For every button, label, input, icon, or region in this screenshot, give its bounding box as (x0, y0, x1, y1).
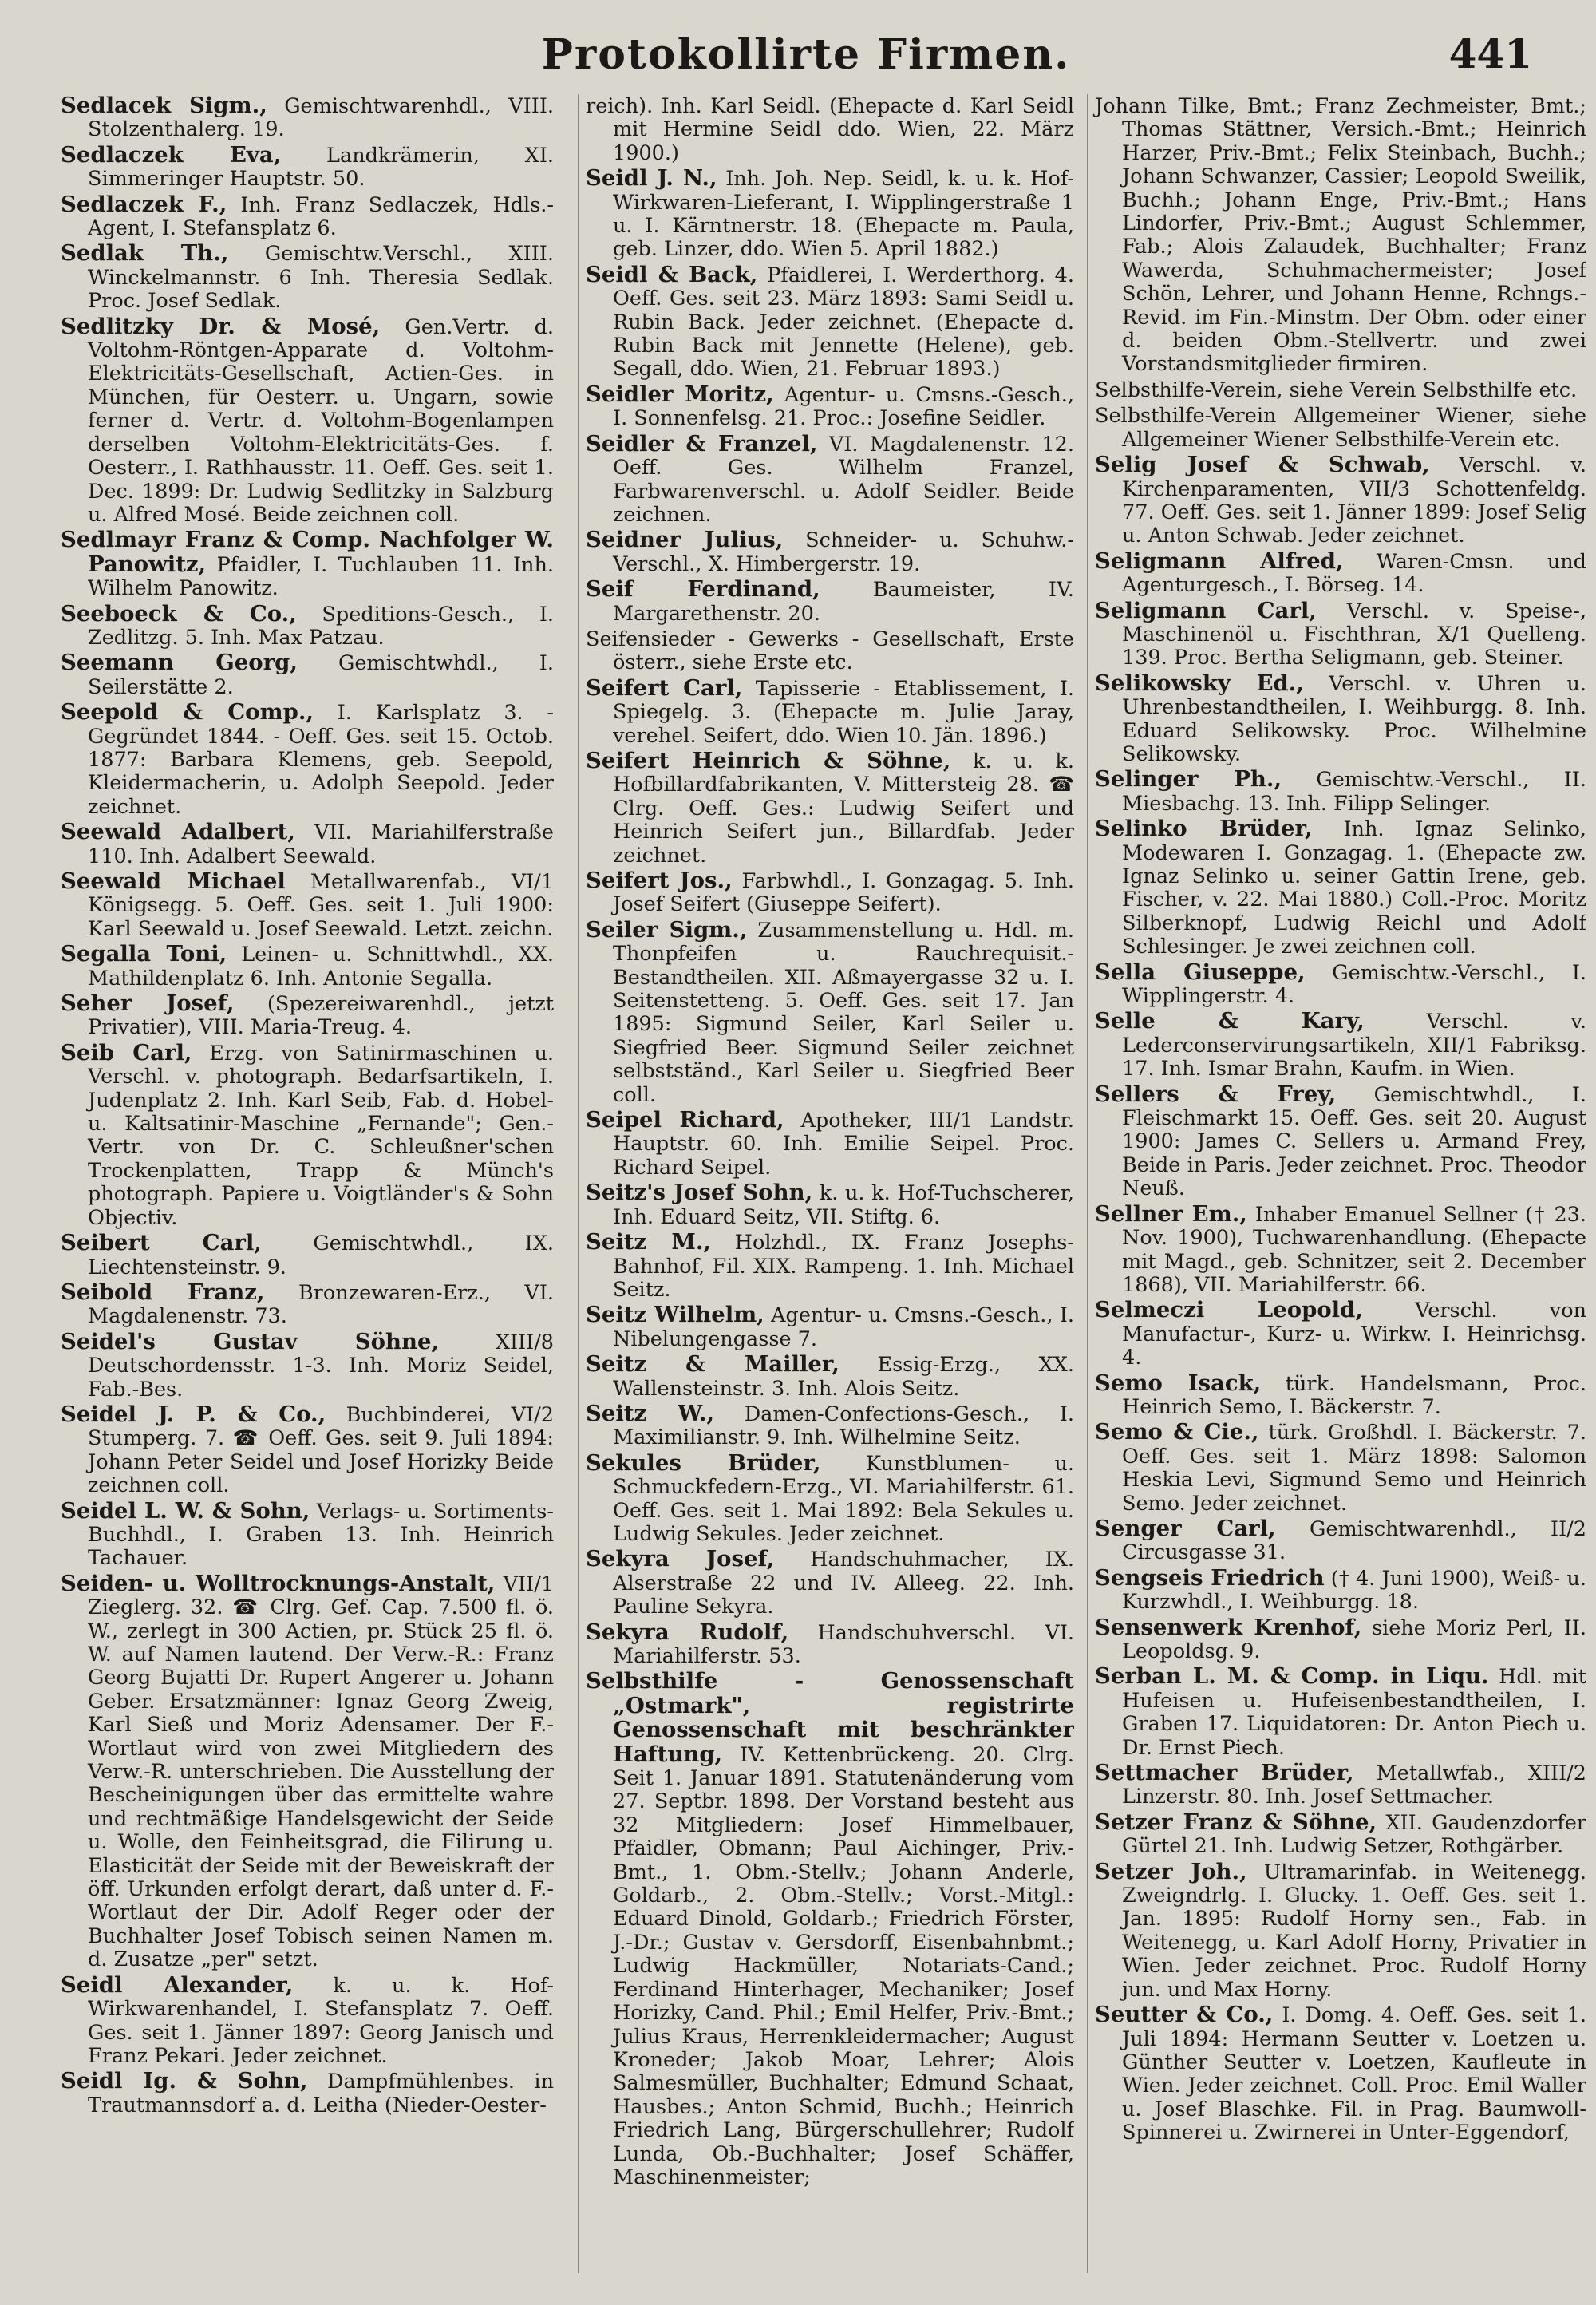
directory-entry (586, 1548, 1074, 1619)
directory-entry (61, 701, 554, 819)
directory-entry (1095, 1083, 1586, 1201)
directory-entry (586, 674, 1074, 748)
firm-name: Sella Giuseppe, (1095, 959, 1306, 985)
firm-details: Verschl. v. Lederconservirungsartikeln, XII/1 Fabriksg. 17. Inh. Ismar Brahn, Kaufm. in Wien. (1122, 1010, 1586, 1081)
firm-name: Seif Ferdinand, (586, 576, 820, 603)
firm-details: Gemischtw.-Verschl., I. Wipplingerstr. 4. (1122, 960, 1586, 1009)
directory-entry (586, 1109, 1074, 1180)
firm-details: Speditions-Gesch., I. Zedlitzg. 5. Inh. Max Patzau. (88, 602, 554, 650)
firm-name: Seitz's Josef Sohn, (586, 1180, 813, 1206)
firm-name: Sekyra Rudolf, (586, 1619, 789, 1645)
firm-name: Seiden- u. Wolltrocknungs-Anstalt, (61, 1570, 496, 1596)
firm-details: Verschl. v. Kirchenparamenten, VII/3 Schottenfeldg. 77. Oeff. Ges. seit 1. Jänner 1899: Josef Selig u. Anton Schwab. Jeder zeichnet. (1122, 453, 1586, 548)
firm-name: Seidler & Franzel, (586, 430, 818, 457)
firm-details: XIII/8 Deutschordensstr. 1-3. Inh. Moriz Seidel, Fab.-Bes. (88, 1330, 554, 1402)
firm-name: Seligmann Alfred, (1095, 548, 1344, 574)
directory-entry (1095, 1200, 1586, 1298)
firm-details: Gen.Vertr. d. Voltohm-Röntgen-Apparate d. Voltohm-Elektricitäts-Gesellschaft, Actien-Ges. in München, für Oesterr. u. Ungarn, sowie ferner d. Vertr. d. Voltohm-Bogenlampen derselben Voltohm-Elektricitäts-Ges. f. Oesterr., I. Rathhausstr. 11. Oeff. Ges. seit 1. Dec. 1899: Dr. Ludwig Sedlitzky in Salzburg u. Alfred Mosé. Beide zeichnen coll. (88, 314, 554, 527)
directory-entry (586, 430, 1074, 528)
column-middle (578, 94, 1074, 2273)
directory-entry (586, 94, 1074, 165)
firm-name: Seidl J. N., (586, 165, 717, 192)
firm-name: Sekules Brüder, (586, 1449, 821, 1476)
firm-name: Seidel J. P. & Co., (61, 1401, 326, 1427)
firm-name: Semo Isack, (1095, 1370, 1262, 1396)
directory-entry (61, 1572, 554, 1972)
directory-entry (1095, 453, 1586, 548)
firm-name: Sedlmayr Franz & Comp. Nachfolger W. Panowitz, (61, 527, 554, 577)
directory-entry (586, 1181, 1074, 1229)
firm-name: Selbsthilfe - Genossenschaft „Ostmark", registrirte Genossenschaft mit beschränkter Haftung, (586, 1668, 1074, 1767)
firm-name: Seitz M., (586, 1229, 711, 1255)
directory-entry (61, 1971, 554, 2069)
firm-name: Seligmann Carl, (1095, 597, 1317, 623)
firm-details: IV. Kettenbrückeng. 20. Clrg. Seit 1. Januar 1891. Statutenänderung vom 27. Septbr. 1898. Der Vorstand besteht aus 32 Mitgliedern: Josef Himmelbauer, Pfaidler, Obmann; Paul Aichinger, Priv.-Bmt., 1. Obm.-Stellv.; Johann Anderle, Goldarb., 2. Obm.-Stellv.; Vorst.-Mitgl.: Eduard Dinold, Goldarb.; Friedrich Förster, J.-Dr.; Gustav v. Gersdorff, Eisenbahnbmt.; Ludwig Hackmüller, Notariats-Cand.; Ferdinand Hinterhager, Mechaniker; Josef Horizky, Cand. Phil.; Emil Helfer, Priv.-Bmt.; Julius Kraus, Herrenkleidermacher; August Kroneder; Jakob Moar, Lehrer; Alois Salmesmüller, Buchhalter; Edmund Schaat, Hausbes.; Anton Schmid, Buchh.; Heinrich Friedrich Lang, Bürgerschullehrer; Rudolf Lunda, Ob.-Buchhalter; Josef Schäffer, Maschinenmeister; (613, 1742, 1074, 2189)
firm-name: Seibold Franz, (61, 1279, 265, 1305)
firm-details: Gemischtwarenhdl., VIII. Stolzenthalerg. 19. (88, 94, 554, 142)
directory-entry (586, 383, 1074, 431)
directory-entry (61, 2070, 554, 2117)
directory-entry (1095, 1616, 1586, 1664)
firm-name: Seemann Georg, (61, 650, 298, 676)
firm-details: Kunstblumen- u. Schmuckfedern-Erzg., VI. Mariahilferstr. 61. Oeff. Ges. seit 1. Mai 1892: Bela Sekules u. Ludwig Sekules. Jeder zeichnet. (613, 1451, 1074, 1546)
directory-entry (61, 820, 554, 868)
firm-name: Sensenwerk Krenhof, (1095, 1614, 1362, 1640)
firm-details: Dampfmühlenbes. in Trautmannsdorf a. d. Leitha (Nieder-Oester- (88, 2070, 554, 2117)
firm-name: Seidner Julius, (586, 527, 784, 553)
directory-entry (586, 627, 1074, 675)
directory-entry (61, 242, 554, 313)
firm-details: Hdl. mit Hufeisen u. Hufeisenbestandtheilen, I. Graben 17. Liquidatoren: Dr. Anton Piech u. Dr. Ernst Piech. (1122, 1665, 1586, 1760)
firm-name: Seitz W., (586, 1400, 715, 1426)
page-title: Protokollirte Firmen. (541, 30, 1071, 79)
firm-details: († 4. Juni 1900), Weiß- u. Kurzwhdl., I. Weihburgg. 18. (1122, 1566, 1586, 1615)
directory-entry (586, 528, 1074, 576)
firm-details: k. u. k. Hofbillardfabrikanten, V. Mittersteig 28. ☎ Clrg. Oeff. Ges.: Ludwig Seifert und Heinrich Seifert jun., Billardfab. Jeder zeichnet. (613, 749, 1074, 868)
firm-details: reich). Inh. Karl Seidl. (Ehepacte d. Karl Seidl mit Hermine Seidl ddo. Wien, 22. März 1900.) (586, 94, 1074, 165)
firm-details: Ultramarinfab. in Weitenegg. Zweigndrlg. I. Glucky. 1. Oeff. Ges. seit 1. Jan. 1895: Rudolf Horny sen., Fab. in Weitenegg, u. Karl Adolf Horny, Privatier in Wien. Jeder zeichnet. Proc. Rudolf Horny jun. und Max Horny. (1122, 1860, 1586, 2002)
firm-details: türk. Handelsmann, Proc. Heinrich Semo, I. Bäckerstr. 7. (1122, 1371, 1586, 1419)
firm-name: Settmacher Brüder, (1095, 1760, 1354, 1786)
directory-entry (1095, 1811, 1586, 1859)
directory-entry (586, 1303, 1074, 1351)
firm-name: Seewald Adalbert, (61, 819, 295, 845)
firm-details: VII/1 Zieglerg. 32. ☎ Clrg. Gef. Cap. 7.500 fl. ö. W., zerlegt in 300 Actien, pr. Stück 25 fl. ö. W. auf Namen lautend. Der Verw.-R.: Franz Georg Bujatti Dr. Rupert Angerer u. Johann Geber. Ersatzmänner: Ignaz Georg Zweig, Karl Sieß und Moriz Adensamer. Der F.-Wortlaut wird von zwei Mitgliedern des Verw.-R. unterschrieben. Die Ausstellung der Bescheinigungen über das ermittelte wahre und rechtmäßige Handelsgewicht der Seide u. Wolle, den Feinheitsgrad, die Filirung u. Elasticität der Seide mit der Beweiskraft der öff. Urkunden erfolgt derart, daß unter d. F.-Wortlaut der Dir. Adolf Reger oder der Buchhalter Josef Tobisch seinen Namen m. d. Zusatze „per" setzt. (88, 1572, 554, 1972)
directory-entry (61, 528, 554, 600)
firm-name: Selmeczi Leopold, (1095, 1297, 1363, 1323)
firm-name: Setzer Franz & Söhne, (1095, 1809, 1377, 1835)
firm-details: Selbsthilfe-Verein, siehe Verein Selbsthilfe etc. (1095, 378, 1578, 402)
firm-name: Seifert Jos., (586, 868, 733, 893)
firm-details: Gemischtwhdl., IX. Liechtensteinstr. 9. (88, 1232, 554, 1279)
directory-entry (586, 916, 1074, 1107)
firm-details: Leinen- u. Schnittwhdl., XX. Mathildenplatz 6. Inh. Antonie Segalla. (88, 943, 554, 990)
firm-details: Gemischtwarenhdl., II/2 Circusgasse 31. (1122, 1516, 1586, 1565)
directory-entry (586, 1449, 1074, 1547)
firm-details: Inh. Franz Sedlaczek, Hdls.-Agent, I. Stefansplatz 6. (88, 192, 554, 241)
directory-entry (586, 869, 1074, 917)
directory-entry (61, 193, 554, 241)
directory-entry (1095, 1421, 1586, 1516)
firm-details: Gemischtw.-Verschl., II. Miesbachg. 13. Inh. Filipp Selinger. (1122, 768, 1586, 816)
firm-details: Verschl. v. Speise-, Maschinenöl u. Fischthran, X/1 Quelleng. 139. Proc. Bertha Seligmann, geb. Steiner. (1122, 599, 1586, 670)
firm-details: Apotheker, III/1 Landstr. Hauptstr. 60. Inh. Emilie Seipel. Proc. Richard Seipel. (613, 1109, 1074, 1180)
firm-name: Seeboeck & Co., (61, 600, 297, 627)
firm-details: Farbwhdl., I. Gonzagag. 5. Inh. Josef Seifert (Giuseppe Seifert). (613, 869, 1074, 917)
directory-entry (586, 1670, 1074, 2189)
firm-name: Seewald Michael (61, 868, 286, 894)
directory-entry (1095, 1010, 1586, 1081)
firm-name: Seitz Wilhelm, (586, 1302, 764, 1328)
directory-entry (1095, 1299, 1586, 1370)
directory-entry (1095, 672, 1586, 767)
firm-details: Metallwfab., XIII/2 Linzerstr. 80. Inh. Josef Settmacher. (1122, 1761, 1586, 1809)
directory-entry (61, 1232, 554, 1279)
firm-name: Sedlacek Sigm., (61, 94, 267, 118)
firm-details: Holzhdl., IX. Franz Josephs-Bahnhof, Fil. XIX. Rampeng. 1. Inh. Michael Seitz. (613, 1231, 1074, 1302)
directory-entry (61, 600, 554, 650)
directory-entry (1095, 1665, 1586, 1760)
directory-entry (586, 1231, 1074, 1302)
directory-entry (586, 167, 1074, 262)
firm-name: Seitz & Mailler, (586, 1351, 839, 1378)
directory-entry (1095, 550, 1586, 598)
directory-entry (61, 870, 554, 941)
firm-name: Sekyra Josef, (586, 1546, 775, 1572)
directory-entry (586, 578, 1074, 626)
firm-name: Seidler Moritz, (586, 381, 774, 407)
directory-entry (1095, 1517, 1586, 1565)
directory-entry (1095, 768, 1586, 816)
firm-details: XII. Gaudenzdorfer Gürtel 21. Inh. Ludwig Setzer, Rothgärber. (1122, 1810, 1586, 1859)
firm-details: Pfaidler, I. Tuchlauben 11. Inh. Wilhelm Panowitz. (88, 552, 554, 601)
page-header (72, 30, 1540, 86)
column-left (61, 94, 554, 2273)
firm-details: Essig-Erzg., XX. Wallensteinstr. 3. Inh. Alois Seitz. (613, 1353, 1074, 1401)
firm-details: Zusammenstellung u. Hdl. m. Thonpfeifen u. Rauchrequisit.-Bestandtheilen. XII. Aßmayergasse 32 u. I. Seitenstetteng. 5. Oeff. Ges. seit 17. Jan 1895: Sigmund Seiler, Karl Seiler u. Siegfried Beer. Sigmund Seiler zeichnet selbstständ., Karl Seiler u. Siegfried Beer coll. (613, 918, 1074, 1107)
firm-details: Baumeister, IV. Margarethenstr. 20. (613, 578, 1074, 626)
firm-details: Johann Tilke, Bmt.; Franz Zechmeister, Bmt.; Thomas Stättner, Versich.-Bmt.; Heinrich Harzer, Priv.-Bmt.; Felix Steinbach, Buchh.; Johann Schwanzer, Cassier; Leopold Sweilik, Buchh.; Johann Enge, Priv.-Bmt.; Hans Lindorfer, Priv.-Bmt.; August Schlemmer, Fab.; Alois Zalaudek, Buchhalter; Franz Wawerda, Schuhmachermeister; Josef Schön, Lehrer, und Johann Henne, Rchngs.-Revid. im Fin.-Minstm. Der Obm. oder einer d. beiden Obm.-Stellvertr. und zwei Vorstandsmitglieder firmiren. (1095, 94, 1586, 377)
directory-entry (586, 263, 1074, 382)
firm-name: Sedlaczek F., (61, 191, 227, 217)
firm-name: Setzer Joh., (1095, 1858, 1247, 1884)
firm-name: Sengseis Friedrich (1095, 1564, 1325, 1591)
firm-details: Landkrämerin, XI. Simmeringer Hauptstr. 50. (88, 143, 554, 192)
directory-entry (1095, 961, 1586, 1009)
directory-entry (1095, 1860, 1586, 2002)
firm-details: Inhaber Emanuel Sellner († 23. Nov. 1900), Tuchwarenhandlung. (Ehepacte mit Magd., geb. Schnitzer, seit 2. December 1868), VII. Mariahilferstr. 66. (1122, 1202, 1586, 1297)
directory-entry (1095, 1372, 1586, 1420)
firm-name: Semo & Cie., (1095, 1419, 1259, 1445)
firm-name: Seifert Carl, (586, 674, 743, 701)
directory-entry (1095, 817, 1586, 959)
firm-details: Gemischtw.Verschl., XIII. Winckelmannstr. 6 Inh. Theresia Sedlak. Proc. Josef Sedlak. (88, 242, 554, 314)
firm-name: Sellers & Frey, (1095, 1081, 1337, 1107)
firm-name: Seibert Carl, (61, 1230, 262, 1256)
firm-name: Seher Josef, (61, 990, 235, 1017)
firm-details: k. u. k. Hof-Tuchscherer, Inh. Eduard Seitz, VII. Stiftg. 6. (613, 1181, 1074, 1229)
directory-entry (61, 992, 554, 1040)
directory-entry (61, 141, 554, 192)
directory-entry (1095, 599, 1586, 670)
firm-details: siehe Moriz Perl, II. Leopoldsg. 9. (1122, 1615, 1586, 1663)
firm-details: Gemischtwhdl., I. Seilerstätte 2. (88, 651, 554, 699)
firm-name: Selikowsky Ed., (1095, 670, 1304, 696)
firm-name: Senger Carl, (1095, 1515, 1276, 1541)
firm-name: Seidl Ig. & Sohn, (61, 2068, 308, 2094)
directory-entry (61, 943, 554, 990)
firm-details: Erzg. von Satinirmaschinen u. Verschl. v. photograph. Bedarfsartikeln, I. Judenplatz 2. Inh. Karl Seib, Fab. d. Hobel- u. Kaltsatinir-Maschine „Fernande"; Gen.-Vertr. von Dr. C. Schleußner'schen Trockenplatten, Trapp & Münch's photograph. Papiere u. Voigtländer's & Sohn Objectiv. (88, 1041, 554, 1230)
firm-name: Seidel L. W. & Sohn, (61, 1497, 310, 1524)
directory-entry (1095, 94, 1586, 377)
directory-entry (1095, 404, 1586, 452)
page-number: 441 (1448, 30, 1532, 77)
firm-details: Inh. Ignaz Selinko, Modewaren I. Gonzagag. 1. (Ehepacte zw. Ignaz Selinko u. seiner Gattin Irene, geb. Fischer, v. 22. Mai 1880.) Coll.-Proc. Moritz Silberknopf, Ludwig Reichl und Adolf Schlesinger. Je zwei zeichnen coll. (1122, 817, 1586, 959)
firm-name: Sedlitzky Dr. & Mosé, (61, 313, 381, 339)
firm-details: Bronzewaren-Erz., VI. Magdalenenstr. 73. (88, 1280, 554, 1329)
firm-name: Seidl & Back, (586, 261, 758, 287)
directory-entry (1095, 378, 1586, 402)
firm-details: Verschl. v. Uhren u. Uhrenbestandtheilen, I. Weihburgg. 8. Inh. Eduard Selikowsky. Proc. Wilhelmine Selikowsky. (1122, 671, 1586, 766)
directory-entry (61, 1403, 554, 1498)
directory-entry (61, 651, 554, 699)
firm-name: Selinko Brüder, (1095, 816, 1313, 842)
firm-name: Seiler Sigm., (586, 916, 748, 943)
firm-details: Damen-Confections-Gesch., I. Maximilianstr. 9. Inh. Wilhelmine Seitz. (613, 1402, 1074, 1450)
directory-entry (61, 1281, 554, 1329)
firm-name: Sellner Em., (1095, 1200, 1247, 1227)
firm-name: Selle & Kary, (1095, 1008, 1365, 1034)
firm-name: Selig Josef & Schwab, (1095, 452, 1430, 478)
firm-details: Gemischtwhdl., I. Fleischmarkt 15. Oeff. Ges. seit 20. August 1900: James C. Sellers u. Armand Frey, Beide in Paris. Jeder zeichnet. Proc. Theodor Neuß. (1122, 1082, 1586, 1201)
firm-details: k. u. k. Hof-Wirkwarenhandel, I. Stefansplatz 7. Oeff. Ges. seit 1. Jänner 1897: Georg Janisch und Franz Pekari. Jeder zeichnet. (88, 1973, 554, 2068)
directory-entry (61, 1497, 554, 1571)
column-right (1087, 94, 1586, 2273)
firm-details: Handschuhmacher, IX. Alserstraße 22 und IV. Alleeg. 22. Inh. Pauline Sekyra. (613, 1548, 1074, 1619)
directory-entry (586, 1402, 1074, 1450)
firm-details: Metallwarenfab., VI/1 Königsegg. 5. Oeff. Ges. seit 1. Juli 1900: Karl Seewald u. Josef Seewald. Letzt. zeichn. (88, 870, 554, 941)
firm-name: Sedlaczek Eva, (61, 141, 282, 168)
firm-name: Serban L. M. & Comp. in Liqu. (1095, 1663, 1489, 1690)
firm-name: Seib Carl, (61, 1039, 192, 1066)
firm-details: türk. Großhdl. I. Bäckerstr. 7. Oeff. Ges. seit 1. März 1898: Salomon Heskia Levi, Sigmund Semo und Heinrich Semo. Jeder zeichnet. (1122, 1421, 1586, 1516)
directory-entry (61, 1039, 554, 1230)
firm-details: Schneider- u. Schuhw.-Verschl., X. Himbergerstr. 19. (613, 528, 1074, 576)
firm-name: Seidl Alexander, (61, 1971, 294, 1998)
directory-entry (1095, 1761, 1586, 1809)
firm-details: Selbsthilfe-Verein Allgemeiner Wiener, siehe Allgemeiner Wiener Selbsthilfe-Verein etc. (1095, 404, 1586, 452)
directory-entry (586, 1621, 1074, 1669)
firm-details: Seifensieder - Gewerks - Gesellschaft, Erste österr., siehe Erste etc. (586, 627, 1074, 675)
firm-details: Agentur- u. Cmsns.-Gesch., I. Nibelungengasse 7. (613, 1303, 1074, 1351)
firm-name: Selinger Ph., (1095, 766, 1282, 793)
firm-details: Verschl. von Manufactur-, Kurz- u. Wirkw. I. Heinrichsg. 4. (1122, 1299, 1586, 1370)
directory-entry (1095, 2003, 1586, 2145)
firm-details: Buchbinderei, VI/2 Stumperg. 7. ☎ Oeff. Ges. seit 9. Juli 1894: Johann Peter Seidel und Josef Horizky Beide zeichnen coll. (88, 1402, 554, 1498)
firm-name: Seipel Richard, (586, 1107, 784, 1133)
firm-name: Segalla Toni, (61, 941, 227, 967)
directory-entry (61, 315, 554, 528)
firm-name: Seepold & Comp., (61, 699, 314, 726)
firm-details: Waren-Cmsn. und Agenturgesch., I. Börseg. 14. (1122, 549, 1586, 598)
directory-entry (586, 1353, 1074, 1401)
firm-name: Seutter & Co., (1095, 2002, 1274, 2028)
firm-details: Verlags- u. Sortiments-Buchhdl., I. Graben 13. Inh. Heinrich Tachauer. (88, 1499, 554, 1571)
firm-details: VII. Mariahilferstraße 110. Inh. Adalbert Seewald. (88, 820, 554, 868)
firm-details: (Spezereiwarenhdl., jetzt Privatier), VIII. Maria-Treug. 4. (88, 992, 554, 1040)
firm-details: Agentur- u. Cmsns.-Gesch., I. Sonnenfelsg. 21. Proc.: Josefine Seidler. (613, 382, 1074, 431)
firm-name: Sedlak Th., (61, 240, 229, 267)
directory-entry (1095, 1564, 1586, 1615)
firm-details: Inh. Joh. Nep. Seidl, k. u. k. Hof-Wirkwaren-Lieferant, I. Wipplingerstraße 1 u. I. Kärntnerstr. 18. (Ehepacte m. Paula, geb. Linzer, ddo. Wien 5. April 1882.) (613, 167, 1074, 262)
firm-details: Pfaidlerei, I. Werderthorg. 4. Oeff. Ges. seit 23. März 1893: Sami Seidl u. Rubin Back. Jeder zeichnet. (Ehepacte d. Rubin Back mit Jennette (Helene), geb. Segall, ddo. Wien, 21. Februar 1893.) (613, 263, 1074, 382)
directory-entry (61, 1330, 554, 1402)
firm-details: Tapisserie - Etablissement, I. Spiegelg. 3. (Ehepacte m. Julie Jaray, verehel. Seifert, ddo. Wien 10. Jän. 1896.) (613, 676, 1074, 748)
firm-details: VI. Magdalenenstr. 12. Oeff. Ges. Wilhelm Franzel, Farbwarenverschl. u. Adolf Seidler. Beide zeichnen. (613, 432, 1074, 527)
firm-name: Seifert Heinrich & Söhne, (586, 747, 951, 773)
firm-details: I. Karlsplatz 3. - Gegründet 1844. - Oeff. Ges. seit 15. Octob. 1877: Barbara Klemens, geb. Seepold, Kleidermacherin, u. Adolph Seepold. Jeder zeichnet. (88, 701, 554, 819)
directory-entry (586, 749, 1074, 868)
firm-details: Handschuhverschl. VI. Mariahilferstr. 53. (613, 1620, 1074, 1668)
directory-entry (61, 94, 554, 142)
firm-details: I. Domg. 4. Oeff. Ges. seit 1. Juli 1894: Hermann Seutter v. Loetzen u. Günther Seutter v. Loetzen, Kaufleute in Wien. Jeder zeichnet. Coll. Proc. Emil Waller u. Josef Blaschke. Fil. in Prag. Baumwoll-Spinnerei u. Zwirnerei in Unter-Eggendorf, (1122, 2003, 1586, 2145)
firm-name: Seidel's Gustav Söhne, (61, 1328, 440, 1354)
